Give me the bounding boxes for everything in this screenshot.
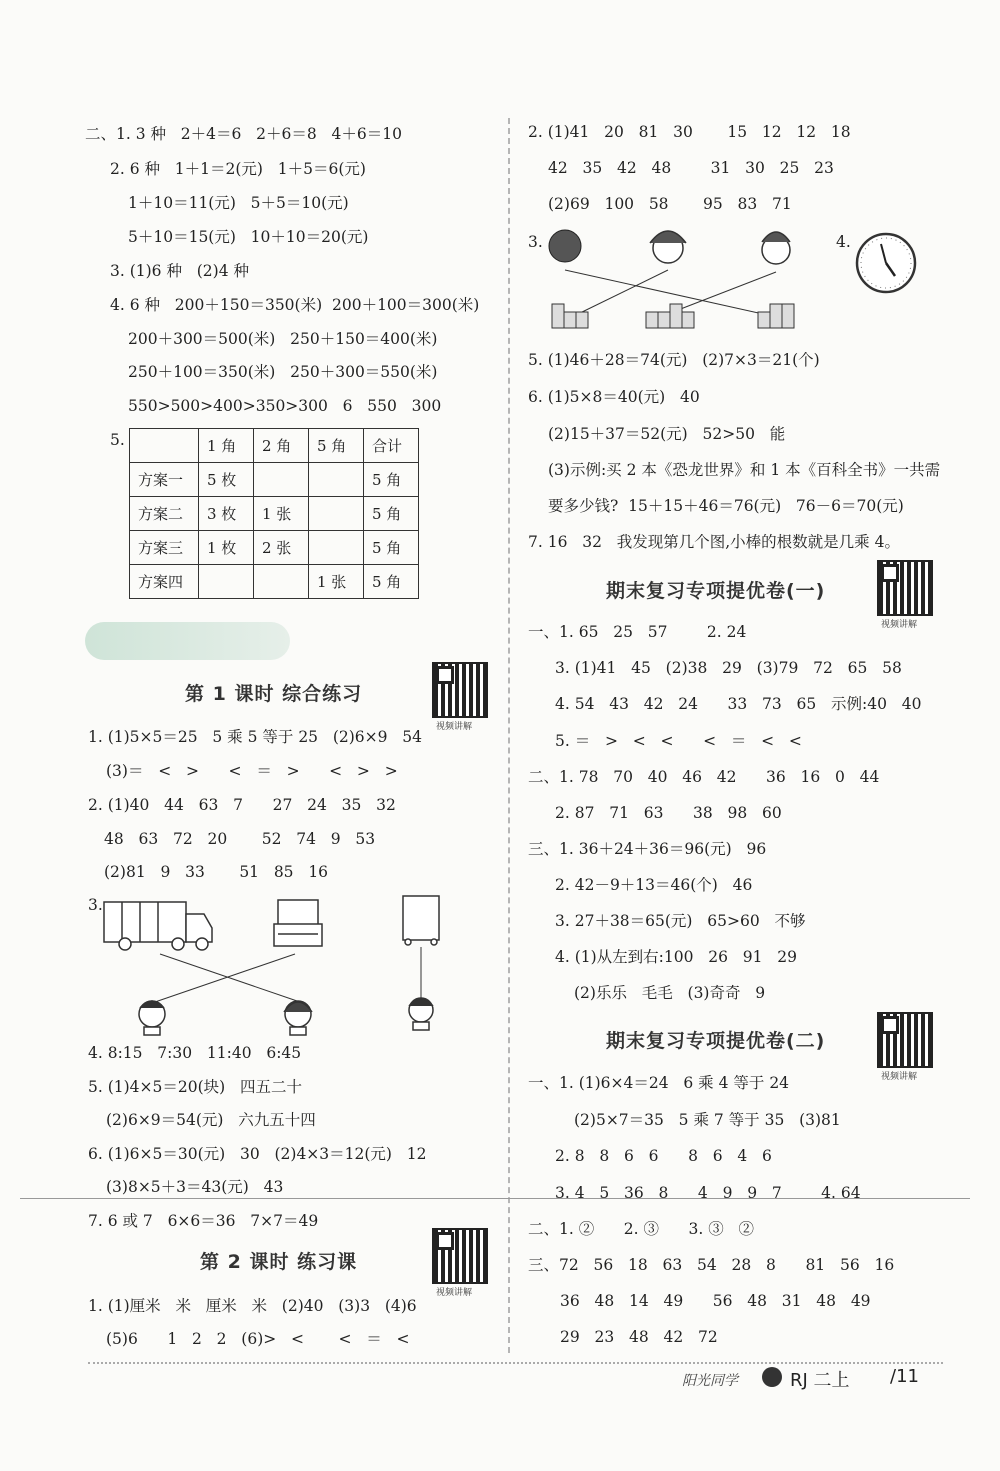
table-cell: 2 角 xyxy=(254,429,309,463)
table-cell: 1 张 xyxy=(309,565,364,599)
table-header-row xyxy=(130,429,419,463)
brand-logo: 阳光同学 xyxy=(682,1373,738,1389)
table-cell: 3 枚 xyxy=(199,497,254,531)
table-cell: 5 角 xyxy=(309,429,364,463)
question-number: 3. xyxy=(88,896,103,914)
table-row xyxy=(130,463,419,497)
table-cell: 合计 xyxy=(364,429,419,463)
qr-code-icon[interactable] xyxy=(877,560,933,616)
boy-face-icon xyxy=(762,232,790,264)
answer-line: 1＋10＝11(元) 5＋5＝10(元) xyxy=(128,194,349,212)
answer-line: 3. (1)6 种 (2)4 种 xyxy=(110,262,249,280)
answer-line: (2)69 100 58 95 83 71 xyxy=(548,195,792,213)
answer-line: (5)6 1 2 2 (6)> < < ＝ < xyxy=(106,1330,410,1348)
answer-line: 二、1. 3 种 2＋4＝6 2＋6＝8 4＋6＝10 xyxy=(85,125,402,143)
answer-line: 一、1. (1)6×4＝24 6 乘 4 等于 24 xyxy=(528,1074,790,1092)
table-cell: 2 张 xyxy=(254,531,309,565)
answer-line: 2. 8 8 6 6 8 6 4 6 xyxy=(555,1147,772,1165)
table-cell: 方案二 xyxy=(130,497,199,531)
answer-line: (2)81 9 33 51 85 16 xyxy=(104,863,329,881)
answer-line: 一、1. 65 25 57 2. 24 xyxy=(528,623,747,641)
answer-line: 2. 6 种 1＋1＝2(元) 1＋5＝6(元) xyxy=(110,160,366,178)
vehicle-matching-figure xyxy=(100,892,480,1042)
answer-line: (2)15＋37＝52(元) 52>50 能 xyxy=(548,425,786,443)
exam-1-title: 期末复习专项提优卷(一) xyxy=(606,580,826,602)
answer-line: (3)8×5＋3＝43(元) 43 xyxy=(106,1178,284,1196)
page-number: /11 xyxy=(890,1366,919,1387)
table-cell: 5 角 xyxy=(364,497,419,531)
table-cell xyxy=(309,497,364,531)
answer-line: 3. 27＋38＝65(元) 65>60 不够 xyxy=(555,912,806,930)
table-row xyxy=(130,497,419,531)
table-cell xyxy=(309,463,364,497)
answer-line: (2)5×7＝35 5 乘 7 等于 35 (3)81 xyxy=(574,1111,841,1129)
table-cell xyxy=(309,531,364,565)
answer-line: 5＋10＝15(元) 10＋10＝20(元) xyxy=(128,228,369,246)
brand-badge-icon xyxy=(762,1367,782,1387)
truck-front-icon xyxy=(274,900,322,946)
column-divider xyxy=(508,118,510,1353)
answer-line: 4. (1)从左到右:100 26 91 29 xyxy=(555,948,797,966)
answer-line: 3. (1)41 45 (2)38 29 (3)79 72 65 58 xyxy=(555,659,902,677)
answer-line: 2. 87 71 63 38 98 60 xyxy=(555,804,782,822)
answer-line: 要多少钱? 15＋15＋46＝76(元) 76－6＝70(元) xyxy=(548,497,904,515)
answer-line: 5. ＝ > < < < ＝ < < xyxy=(555,732,802,750)
answer-line: (3)＝ < > < ＝ > < > > xyxy=(106,762,398,780)
answer-line: 36 48 14 49 56 48 31 48 49 xyxy=(560,1292,871,1310)
table-cell: 5 角 xyxy=(364,531,419,565)
answer-line: 三、72 56 18 63 54 28 8 81 56 16 xyxy=(528,1256,895,1274)
answer-line: 3. 4 5 36 8 4 9 9 7 4. 64 xyxy=(555,1184,861,1202)
girl-face-icon xyxy=(284,1001,312,1035)
clock-icon xyxy=(855,232,917,294)
table-cell: 5 角 xyxy=(364,463,419,497)
answer-line: 2. 42－9＋13＝46(个) 46 xyxy=(555,876,753,894)
answer-line: 1. (1)5×5＝25 5 乘 5 等于 25 (2)6×9 54 xyxy=(88,728,422,746)
review-banner xyxy=(85,622,290,660)
qr-label: 视频讲解 xyxy=(436,1288,473,1298)
answer-line: 200＋300＝500(米) 250＋150＝400(米) xyxy=(128,330,438,348)
qr-label: 视频讲解 xyxy=(881,1072,918,1082)
answer-line: (2)6×9＝54(元) 六九五十四 xyxy=(106,1111,316,1129)
answer-line: 250＋100＝350(米) 250＋300＝550(米) xyxy=(128,363,438,381)
table-row xyxy=(130,531,419,565)
qr-code-icon[interactable] xyxy=(432,662,488,718)
footer-rule xyxy=(88,1362,943,1364)
question-number: 4. xyxy=(836,233,851,251)
exam-2-title: 期末复习专项提优卷(二) xyxy=(606,1030,826,1052)
answer-line: 1. (1)厘米 米 厘米 米 (2)40 (3)3 (4)6 xyxy=(88,1297,417,1315)
answer-line: 29 23 48 42 72 xyxy=(560,1328,718,1346)
ball-icon xyxy=(549,230,581,262)
answer-line: 二、1. 78 70 40 46 42 36 16 0 44 xyxy=(528,768,880,786)
truck-back-icon xyxy=(403,896,439,945)
question-number: 3. xyxy=(528,233,543,251)
lesson-1-title: 第 1 课时 综合练习 xyxy=(185,683,363,705)
answer-line: (3)示例:买 2 本《恐龙世界》和 1 本《百科全书》一共需 xyxy=(548,461,941,479)
table-cell: 1 张 xyxy=(254,497,309,531)
table-cell xyxy=(254,565,309,599)
view-matching-figure xyxy=(548,228,808,333)
answer-line: 6. (1)5×8＝40(元) 40 xyxy=(528,388,700,406)
table-cell xyxy=(130,429,199,463)
answer-line: 550>500>400>350>300 6 550 300 xyxy=(128,397,442,415)
answer-line: 二、1. ② 2. ③ 3. ③ ② xyxy=(528,1220,755,1238)
answer-line: 2. (1)41 20 81 30 15 12 12 18 xyxy=(528,123,851,141)
qr-label: 视频讲解 xyxy=(881,620,918,630)
table-cell: 方案四 xyxy=(130,565,199,599)
question-number: 5. xyxy=(110,431,125,449)
table-cell xyxy=(199,565,254,599)
answer-line: 48 63 72 20 52 74 9 53 xyxy=(104,830,376,848)
answer-line: 4. 6 种 200＋150＝350(米) 200＋100＝300(米) xyxy=(110,296,480,314)
answer-line: 7. 6 或 7 6×6＝36 7×7＝49 xyxy=(88,1212,319,1230)
answer-line: 6. (1)6×5＝30(元) 30 (2)4×3＝12(元) 12 xyxy=(88,1145,427,1163)
coin-plan-table xyxy=(129,428,419,599)
answer-line: 7. 16 32 我发现第几个图,小棒的根数就是几乘 4。 xyxy=(528,533,900,551)
answer-line: 5. (1)46＋28＝74(元) (2)7×3＝21(个) xyxy=(528,351,820,369)
qr-label: 视频讲解 xyxy=(436,722,473,732)
qr-code-icon[interactable] xyxy=(432,1228,488,1284)
girl-face-icon xyxy=(650,231,686,263)
table-cell: 5 枚 xyxy=(199,463,254,497)
answer-line: 4. 8:15 7:30 11:40 6:45 xyxy=(88,1044,302,1062)
table-cell: 5 角 xyxy=(364,565,419,599)
table-row xyxy=(130,565,419,599)
answer-line: 三、1. 36＋24＋36＝96(元) 96 xyxy=(528,840,767,858)
table-cell: 1 角 xyxy=(199,429,254,463)
table-cell xyxy=(254,463,309,497)
table-cell: 方案三 xyxy=(130,531,199,565)
answer-line: (2)乐乐 毛毛 (3)奇奇 9 xyxy=(574,984,766,1002)
child-face-icon xyxy=(409,998,433,1030)
table-cell: 方案一 xyxy=(130,463,199,497)
boy-face-icon xyxy=(139,1001,165,1035)
lesson-2-title: 第 2 课时 练习课 xyxy=(200,1251,358,1273)
answer-line: 2. (1)40 44 63 7 27 24 35 32 xyxy=(88,796,396,814)
qr-code-icon[interactable] xyxy=(877,1012,933,1068)
answer-line: 4. 54 43 42 24 33 73 65 示例:40 40 xyxy=(555,695,922,713)
answer-line: 42 35 42 48 31 30 25 23 xyxy=(548,159,834,177)
truck-side-icon xyxy=(104,902,212,950)
edition-label: RJ 二上 xyxy=(790,1370,850,1391)
blocks-icon xyxy=(552,304,794,328)
table-cell: 1 枚 xyxy=(199,531,254,565)
answer-line: 5. (1)4×5＝20(块) 四五二十 xyxy=(88,1078,302,1096)
